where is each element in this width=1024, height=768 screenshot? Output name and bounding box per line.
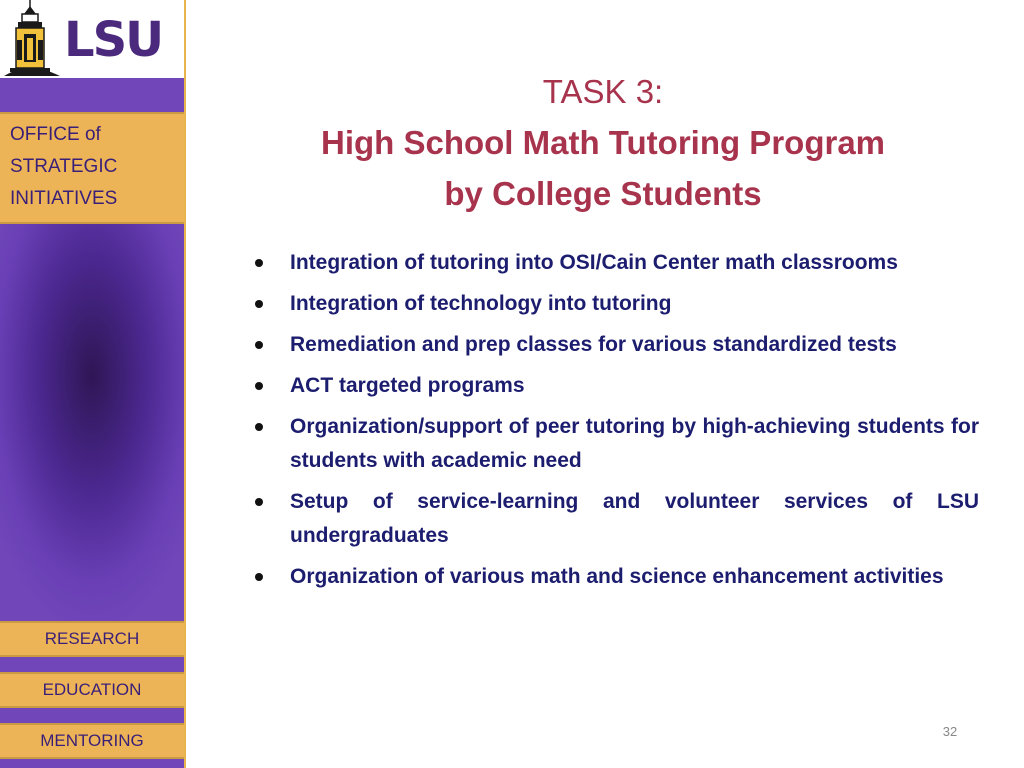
title-line-3: by College Students xyxy=(444,175,762,212)
title-line-2: High School Math Tutoring Program xyxy=(320,124,886,161)
bullet-dot xyxy=(255,259,263,267)
nav-research-button[interactable]: RESEARCH xyxy=(0,621,184,657)
title-line-1: TASK 3: xyxy=(542,73,664,110)
nav-education-button[interactable]: EDUCATION xyxy=(0,672,184,708)
bullet-item xyxy=(250,369,979,403)
office-line-3: INITIATIVES xyxy=(10,188,118,209)
bullet-item xyxy=(250,560,979,594)
bullet-dot xyxy=(255,498,263,506)
slide-title xyxy=(200,66,1006,219)
bullet-item xyxy=(250,246,979,280)
bullet-dot xyxy=(255,423,263,431)
office-line-2: STRATEGIC xyxy=(10,156,118,177)
bullet-item xyxy=(250,328,979,362)
bullet-text: ACT targeted programs xyxy=(290,374,525,397)
bullet-dot xyxy=(255,382,263,390)
lsu-memorial-tower-icon xyxy=(2,0,62,78)
bullet-item xyxy=(250,410,979,478)
sidebar-divider xyxy=(184,0,186,768)
page-number: 32 xyxy=(942,724,958,739)
sidebar xyxy=(0,0,186,768)
bullet-item xyxy=(250,485,979,553)
office-line-1: OFFICE of xyxy=(10,124,101,145)
bullet-text: Organization of various math and science enhancement activities xyxy=(290,565,944,588)
lsu-logo[interactable] xyxy=(0,0,186,78)
bullet-text: Integration of tutoring into OSI/Cain Center math classrooms xyxy=(290,251,898,274)
bullet-list xyxy=(250,246,979,601)
logo-text: LSU xyxy=(64,12,163,68)
bullet-dot xyxy=(255,300,263,308)
bullet-text: Integration of technology into tutoring xyxy=(290,292,672,315)
bullet-text: Remediation and prep classes for various standardized tests xyxy=(290,333,897,356)
bullet-dot xyxy=(255,341,263,349)
bullet-dot xyxy=(255,573,263,581)
bullet-item xyxy=(250,287,979,321)
bullet-text: Setup of service-learning and volunteer services of LSU undergraduates xyxy=(290,490,979,547)
nav-mentoring-button[interactable]: MENTORING xyxy=(0,723,184,759)
bullet-text: Organization/support of peer tutoring by high-achieving students for students with academic need xyxy=(290,415,979,472)
office-label-box xyxy=(0,112,184,224)
